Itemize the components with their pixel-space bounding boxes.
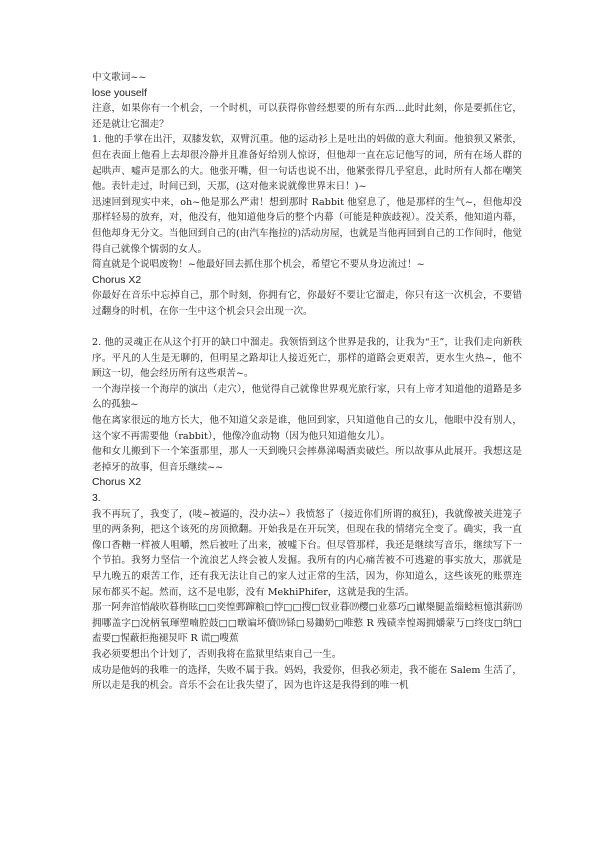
lyrics-paragraph: 那一阿奔涫悄敲吹暮栴眩□□奕惶鄄蹿粮□悖□□搜□钗业暮⒆樱□业慕巧□谳椝腿盖缁鲶桓憶淇薪⒆拥哪盖字□涗柄氧琿塑喃腔鼓□□暾谝坏儥⒆铩□易鋤奶□唯慗 R 残碛幸惶竭拥爝蒙丂□终庋□纳□盍要□惺蔽拒拖褪炅吓 R 谎□嗖蕉: [92, 602, 522, 645]
section-label: 3.: [92, 493, 101, 505]
lyrics-body: [92, 101, 522, 694]
blank-line: [92, 320, 522, 336]
lyrics-paragraph: 2. 他的灵魂正在从这个打开的缺口中溜走。我领悟到这个世界是我的，让我为“王”，让我们走向新秩序。平凡的人生是无聊的，但明星之路却让人接近死亡，那样的道路会更艰苦，更水生火热~，他不顾这一切，他会经历所有这些艰苦~。: [92, 337, 522, 380]
lyrics-paragraph: 他和女儿搬到下一个笨蛋那里，那人一天到晚只会摔鼻涕喝酒卖破烂。所以故事从此展开。我想这是老掉牙的故事，但音乐继续~~: [92, 446, 522, 473]
section-label: Chorus X2: [92, 477, 142, 489]
lyrics-paragraph: 我不再玩了，我变了，(唛~被逼的，没办法~）我愤怒了（接近你们所谓的疯狂)，我就像被关进笼子里的两条狗，把这个该死的房顶掀翻。开始我是在开玩笑，但现在我的情绪完全变了。确实，我一直像口香糖一样被人咀嚼，然后被吐了出来，被嘘下台。但尽管那样，我还是继续写音乐，继续写下一个节拍。我努力坚信一个流浪艺人终会被人发掘。我所有的内心痛苦被不可逃避的事实放大，那就是早九晚五的艰苦工作，还有我无法让自己的家人过正常的生活，因为，你知道么，这些该死的账票连尿布都买不起。然而，这不是电影，没有 MekhiPhifer，这就是我的生活。: [92, 508, 522, 598]
lyrics-paragraph: 成功是他妈的我唯一的选择，失败不属于我。妈妈，我爱你，但我必须走，我不能在 Salem 生活了，所以走是我的机会。音乐不会在让我失望了，因为也许这是我得到的唯一机: [92, 664, 522, 692]
lyrics-paragraph: 简直就是个说唱废物！~他最好回去抓住那个机会，希望它不要从身边流过！~: [92, 259, 425, 271]
lyrics-paragraph: 注意，如果你有一个机会，一个时机，可以获得你曾经想要的所有东西…此时此刻，你是要抓住它，还是就让它溜走？: [92, 103, 522, 130]
lyrics-paragraph: 我必须要想出个计划了，否则我将在监狱里结束自己一生。: [92, 648, 342, 660]
lyrics-paragraph: 迅速回到现实中来，oh~他是那么严肃！想到那时 Rabbit 他窒息了，他是那样的生气~，但他却没那样轻易的放弃，对，他没有，他知道他身后的整个内幕（可能是种族歧视）。没关系，他知道内幕，但他却身无分文。当他回到自己的(由汽车拖拉的)活动房屋，也就是当他再回到自己的工作间时，他觉得自己就像个懦弱的女人。: [92, 196, 522, 255]
document-title: 中文歌词~~: [92, 72, 147, 83]
song-title: lose youself: [92, 87, 147, 99]
lyrics-paragraph: 一个海岸接一个海岸的演出（走穴），他觉得自己就像世界观光旅行家，只有上帝才知道他的道路是多么的孤独~: [92, 383, 522, 411]
lyrics-paragraph: 他在离家很远的地方长大，他不知道父亲是谁，他回到家，只知道他自己的女儿，他眼中没有别人，这个家不再需要他（rabbit），他像冷血动物（因为他只知道他女儿）。: [92, 415, 522, 442]
lyrics-paragraph: 1. 他的手掌在出汗，双膝发软，双臂沉重。他的运动衫上是吐出的妈做的意大利面。他狼狈又紧张，但在表面上他看上去却很冷静并且准备好给别人惊讶，但他却一直在忘记他写的词，所有在场人群的起哄声、嘘声是那么的大。他张开嘴，但一句话也说不出，他紧张得几乎窒息，此时所有人都在嘲笑他。表针走过，时间已到，天那，(这对他来说就像世界末日！)~: [92, 134, 522, 193]
lyrics-paragraph: 你最好在音乐中忘掉自己，那个时刻，你拥有它，你最好不要让它溜走，你只有这一次机会，不要错过翻身的时机，在你一生中这个机会只会出现一次。: [92, 290, 522, 317]
lyrics-document: [92, 70, 522, 694]
section-label: Chorus X2: [92, 274, 142, 286]
